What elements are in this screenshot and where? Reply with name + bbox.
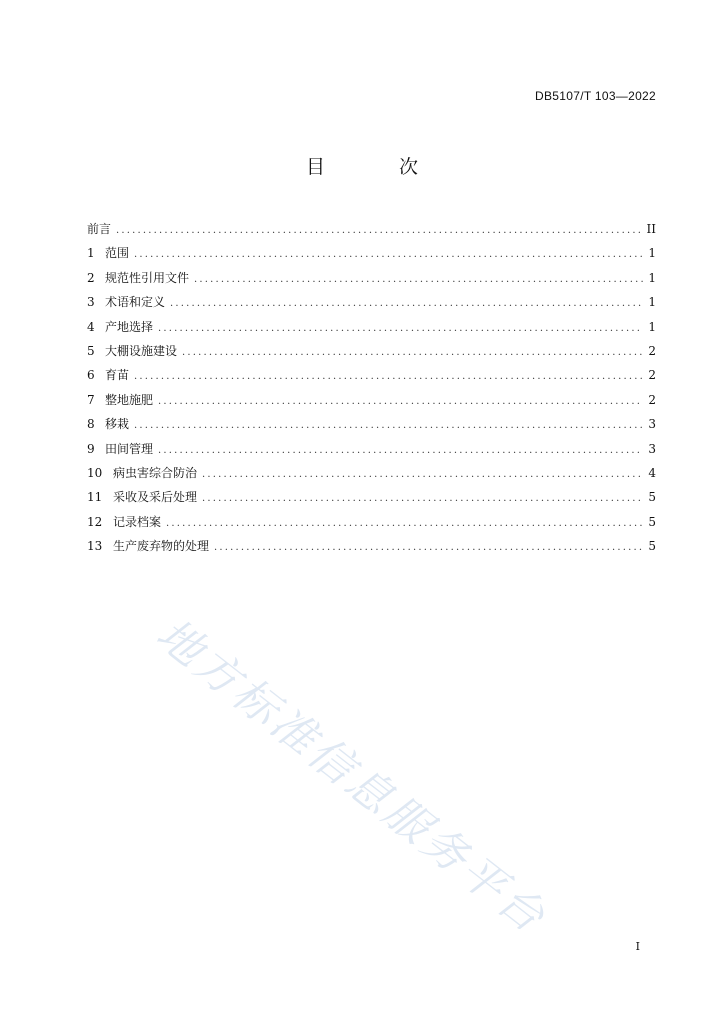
toc-entry[interactable] <box>87 510 656 534</box>
toc-entry-number: 6 <box>87 368 95 383</box>
toc-entry-label: 育苗 <box>105 368 130 383</box>
toc-entry[interactable] <box>87 437 656 461</box>
toc-entry-page: 5 <box>648 539 656 554</box>
toc-entry[interactable] <box>87 241 656 265</box>
toc-entry[interactable] <box>87 290 656 314</box>
toc-leader-dots <box>182 341 643 365</box>
toc-entry-label: 移栽 <box>105 417 130 432</box>
toc-entry-label: 大棚设施建设 <box>105 343 178 358</box>
toc-entry-number: 1 <box>87 246 95 261</box>
toc-title: 目 次 <box>305 156 453 178</box>
toc-entry-label: 范围 <box>105 246 130 261</box>
toc-entry[interactable] <box>87 534 656 558</box>
toc-entry-number: 10 <box>87 465 103 480</box>
toc-entry-page: 5 <box>648 490 656 505</box>
toc-entry-label: 记录档案 <box>113 514 162 529</box>
toc-leader-dots <box>194 268 643 292</box>
toc-leader-dots <box>116 219 642 243</box>
toc-leader-dots <box>202 487 643 511</box>
toc-entry-number: 9 <box>87 441 95 456</box>
toc-entry-number: 12 <box>87 514 103 529</box>
toc-leader-dots <box>134 414 643 438</box>
toc-entry-page: 1 <box>648 319 656 334</box>
toc-entry-page: 3 <box>648 441 656 456</box>
standard-code: DB5107/T 103—2022 <box>535 89 656 103</box>
toc-leader-dots <box>202 463 643 487</box>
toc-entry-number: 4 <box>87 319 95 334</box>
toc-entry-page: 2 <box>648 392 656 407</box>
toc-entry-number: 3 <box>87 295 95 310</box>
toc-entry[interactable] <box>87 266 656 290</box>
toc-leader-dots <box>134 243 643 267</box>
toc-entry-label: 生产废弃物的处理 <box>113 539 210 554</box>
toc-leader-dots <box>158 439 643 463</box>
toc-entry-label: 规范性引用文件 <box>105 270 190 285</box>
toc-entry-number: 8 <box>87 417 95 432</box>
page-number: I <box>635 940 640 953</box>
toc-entry-label: 整地施肥 <box>105 392 154 407</box>
toc-leader-dots <box>214 536 643 560</box>
toc-leader-dots <box>134 365 643 389</box>
toc-entry-page: 5 <box>648 514 656 529</box>
toc-entry[interactable] <box>87 412 656 436</box>
toc-entry-label: 病虫害综合防治 <box>113 465 198 480</box>
toc-entry-number: 5 <box>87 343 95 358</box>
toc-entry-number: 11 <box>87 490 103 505</box>
toc-entry-label: 产地选择 <box>105 319 154 334</box>
toc-entry-number: 13 <box>87 539 103 554</box>
toc-entry[interactable] <box>87 485 656 509</box>
toc-entry[interactable] <box>87 315 656 339</box>
toc-entry-page: 3 <box>648 417 656 432</box>
toc-entry-label: 术语和定义 <box>105 295 166 310</box>
watermark: 地方标准信息服务平台 <box>146 608 557 945</box>
toc-entry-number: 2 <box>87 270 95 285</box>
toc-leader-dots <box>170 292 643 316</box>
toc-entry-page: 2 <box>648 343 656 358</box>
toc-entry-page: 1 <box>648 270 656 285</box>
toc-entry[interactable] <box>87 461 656 485</box>
toc-leader-dots <box>158 317 643 341</box>
toc-entry[interactable] <box>87 388 656 412</box>
toc-entry-page: II <box>646 222 656 236</box>
toc-entry-label: 田间管理 <box>105 441 154 456</box>
toc-entry[interactable] <box>87 363 656 387</box>
toc-entry-page: 2 <box>648 368 656 383</box>
toc-entry-label: 前言 <box>87 222 112 236</box>
toc-entry[interactable] <box>87 339 656 363</box>
toc-leader-dots <box>166 512 643 536</box>
toc-entry-page: 4 <box>648 465 656 480</box>
toc-entry-page: 1 <box>648 295 656 310</box>
toc-entry-number: 7 <box>87 392 95 407</box>
toc-entry[interactable] <box>87 217 656 241</box>
toc-leader-dots <box>158 390 643 414</box>
table-of-contents <box>87 217 656 558</box>
toc-entry-label: 采收及采后处理 <box>113 490 198 505</box>
toc-entry-page: 1 <box>648 246 656 261</box>
